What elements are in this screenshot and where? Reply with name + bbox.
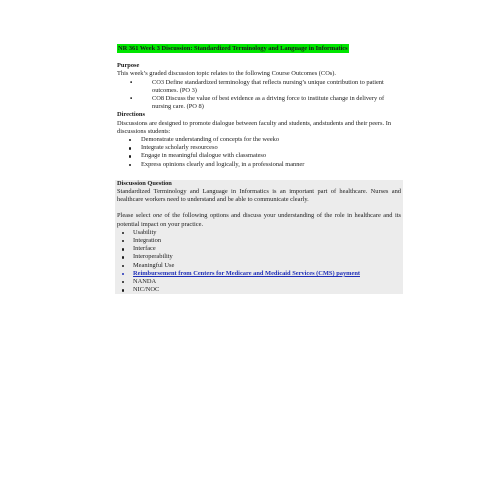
option-item <box>117 237 401 245</box>
document-title: NR 361 Week 3 Discussion: Standardized Terminology and Language in Informatics <box>118 45 348 52</box>
directions-item <box>117 136 403 144</box>
square-bullet-icon: ▪ <box>130 78 133 86</box>
bullet-dot-icon <box>122 289 124 291</box>
option-item <box>117 286 401 294</box>
option-item <box>117 229 401 237</box>
discussion-paragraph-2: Please select one of the following options and discuss your understanding of the role in healthcare and its potential impact on your practice. <box>117 212 401 228</box>
option-item <box>117 262 401 270</box>
bullet-dot-icon <box>129 139 131 141</box>
bullet-dot-icon <box>122 248 124 250</box>
course-outcome-text: CO3 Define standardized terminology that reflects nursing’s unique contribution to patient outcomes. (PO 3) <box>152 78 384 94</box>
course-outcome-item <box>117 79 403 95</box>
bullet-dot-icon <box>129 155 131 157</box>
option-text: Integration <box>133 237 162 245</box>
directions-item <box>117 152 403 160</box>
directions-item <box>117 144 403 152</box>
directions-item <box>117 161 403 169</box>
document-page <box>117 44 403 294</box>
option-text: NANDA <box>133 278 157 286</box>
bullet-dot-icon <box>122 273 124 275</box>
discussion-paragraph-1: Standardized Terminology and Language in Informatics is an important part of healthcare. Nurses and healthcare workers need to understand and be able to communicate clearly. <box>117 188 401 204</box>
discussion-question-block <box>115 180 403 295</box>
bullet-dot-icon <box>122 232 124 234</box>
option-text: Meaningful Use <box>133 261 175 269</box>
course-outcome-text: CO8 Discuss the value of best evidence as a driving force to institute change in delivery of nursing care. (PO 8) <box>152 95 385 111</box>
directions-item-text: Demonstrate understanding of concepts for the weeko <box>141 136 280 144</box>
bullet-dot-icon <box>122 281 124 283</box>
directions-item-text: Engage in meaningful dialogue with classmateso <box>141 152 267 160</box>
option-text: NIC/NOC <box>133 286 160 294</box>
bullet-dot-icon <box>129 147 131 149</box>
option-item <box>117 253 401 261</box>
square-bullet-icon: ▪ <box>130 95 133 103</box>
directions-item-text: Express opinions clearly and logically, in a professional manner <box>141 160 305 168</box>
purpose-heading: Purpose <box>117 62 140 70</box>
directions-item-text: Integrate scholarly resourceso <box>141 144 218 152</box>
bullet-dot-icon <box>129 164 131 166</box>
purpose-intro: This week’s graded discussion topic relates to the following Course Outcomes (COs). <box>117 70 337 78</box>
option-item <box>117 278 401 286</box>
bullet-dot-icon <box>122 256 124 258</box>
course-outcomes-list <box>117 79 403 112</box>
directions-intro: Discussions are designed to promote dialogue between faculty and students, andstudents and their peers. In discussions students: <box>117 119 392 135</box>
course-outcome-item <box>117 95 403 111</box>
discussion-question-heading: Discussion Question <box>117 179 172 187</box>
option-text: Interoperability <box>133 253 173 261</box>
option-text: Interface <box>133 245 156 253</box>
emphasis-one: one <box>152 212 163 220</box>
bullet-dot-icon <box>122 265 124 267</box>
directions-heading: Directions <box>117 111 145 119</box>
option-item <box>117 245 401 253</box>
options-list <box>117 229 401 295</box>
directions-list <box>117 136 403 169</box>
option-item-link[interactable] <box>117 270 401 278</box>
cms-reimbursement-link[interactable]: Reimbursement from Centers for Medicare and Medicaid Services (CMS) payment <box>133 269 360 277</box>
bullet-dot-icon <box>122 240 124 242</box>
option-text: Usability <box>133 228 157 236</box>
